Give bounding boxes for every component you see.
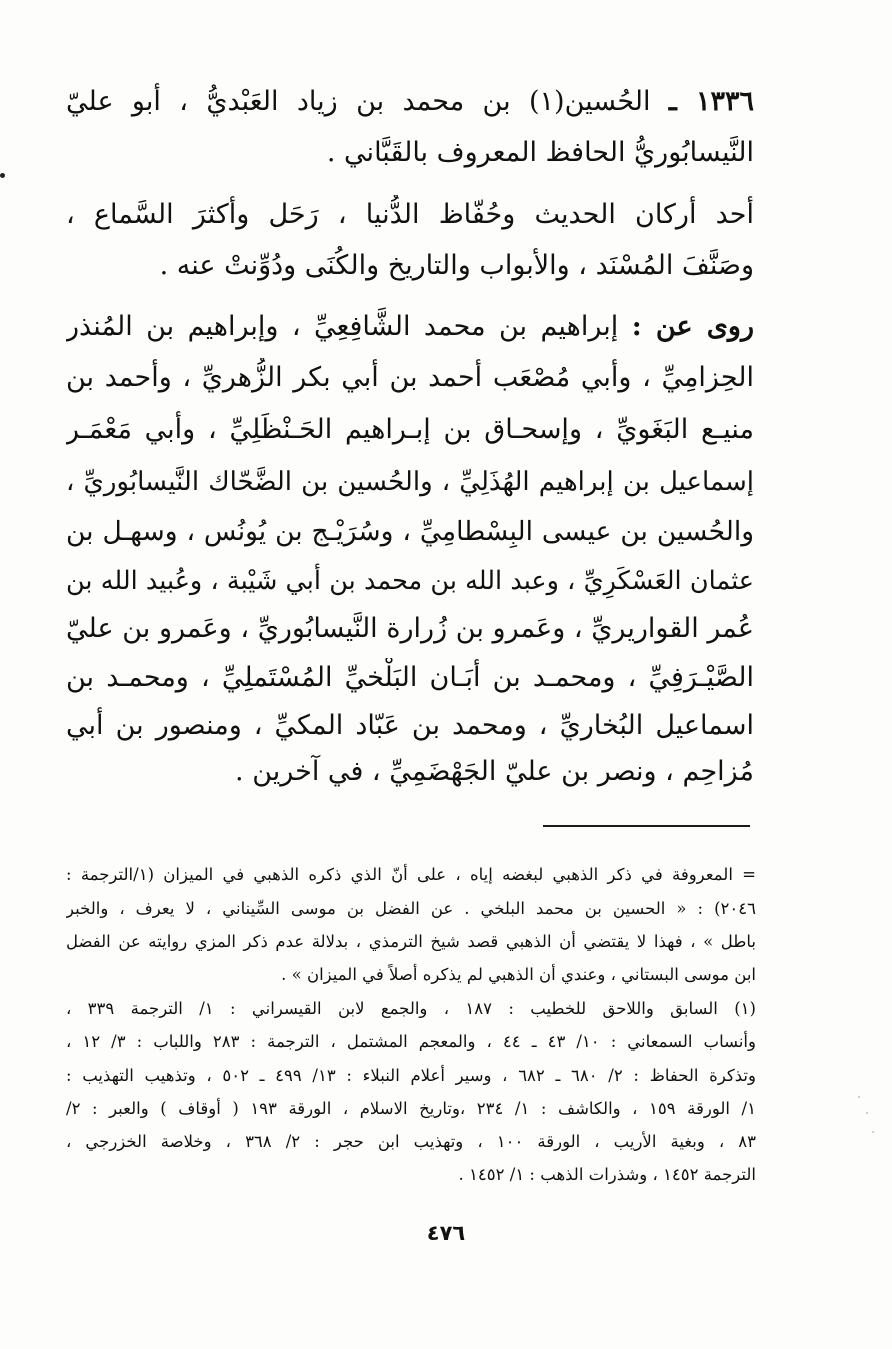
narrators-line-1 (66, 307, 754, 351)
scan-speck (866, 1112, 868, 1114)
narrators-line: والحُسين بن عيسى البِسْطامِيِّ ، وسُرَيْـج بن يُونُس ، وسهـل بن (66, 516, 754, 547)
footnote-1-line: (١) السابق واللاحق للخطيب : ١٨٧ ، والجمع لابن القيسراني : ١/ الترجمة ٣٣٩ ، (66, 999, 756, 1018)
entry-heading-line-1 (66, 82, 754, 126)
scan-speck (872, 1131, 874, 1133)
footnote-continuation-line: ٢٠٤٦) : « الحسين بن محمد البلخي . عن الفضل بن موسى السِّيناني ، لا يعرف ، والخبر (66, 899, 756, 918)
description-line-1: أحد أركان الحديث وحُفّاظ الدُّنيا ، رَحَل وأكثرَ السَّماع ، (66, 199, 754, 230)
scan-speck (858, 1096, 860, 1098)
margin-mark (0, 173, 5, 178)
entry-heading-text: الحُسين(١) بن محمد بن زياد العَبْديُّ ، أبو عليّ (66, 86, 651, 117)
page-number: ٤٧٦ (426, 1221, 466, 1245)
narrators-line: عُمر القواريريِّ ، وعَمرو بن زُرارة النَّيسابُوريِّ ، وعَمرو بن عليّ (66, 613, 754, 644)
footnote-1-line: الترجمة ١٤٥٢ ، وشذرات الذهب : ١/ ١٤٥٢ . (458, 1165, 756, 1184)
description-line-2: وصَنَّفَ المُسْنَد ، والأبواب والتاريخ والكُنَى ودُوِّنتْ عنه . (159, 250, 754, 281)
entry-heading-line-2: النَّيسابُوريُّ الحافظ المعروف بالقَبَّاني . (326, 137, 754, 168)
entry-number: ١٣٣٦ ـ (668, 86, 754, 117)
footnote-1-line: وأنساب السمعاني : ١٠/ ٤٣ ـ ٤٤ ، والمعجم المشتمل ، الترجمة : ٢٨٣ واللباب : ٣/ ١٢ ، (66, 1032, 756, 1051)
footnote-continuation-line: ابن موسى البستاني ، وعندي أن الذهبي لم يذكره أصلاً في الميزان » . (281, 965, 756, 984)
footnote-1-line: ٨٣ ، وبغية الأريب ، الورقة ١٠٠ ، وتهذيب ابن حجر : ٢/ ٣٦٨ ، وخلاصة الخزرجي ، (66, 1132, 756, 1151)
footnote-1-line: ١/ الورقة ١٥٩ ، والكاشف : ١/ ٢٣٤ ،وتاريخ الاسلام ، الورقة ١٩٣ ( أوقاف ) والعبر : ٢/ (66, 1099, 756, 1118)
narrators-first-text: إبراهيم بن محمد الشَّافِعِيِّ ، وإبراهيم بن المُنذر (66, 311, 619, 342)
footnote-1-line: وتذكرة الحفاظ : ٢/ ٦٨٠ ـ ٦٨٢ ، وسير أعلام النبلاء : ١٣/ ٤٩٩ ـ ٥٠٢ ، وتذهيب التهذيب : (66, 1066, 756, 1085)
narrators-line: عثمان العَسْكَرِيِّ ، وعبد الله بن محمد بن أبي شَيْبة ، وعُبيد الله بن (66, 566, 754, 596)
footnote-continuation-line: = المعروفة في ذكر الذهبي لبغضه إياه ، على أنّ الذي ذكره الذهبي في الميزان (١/الترجمة : (66, 865, 756, 884)
narrators-line: الصَّيْـرَفِيِّ ، ومحمـد بن أَبَـان البَلْخيِّ المُسْتَملِيِّ ، ومحمـد بن (66, 662, 754, 693)
narrators-line: إسماعيل بن إبراهيم الهُذَلِيِّ ، والحُسين بن الضَّحّاك النَّيسابُوريِّ ، (66, 467, 754, 497)
footnote-continuation-line: باطل » ، فهذا لا يقتضي أن الذهبي قصد شيخ الترمذي ، بدلالة عدم ذكر المزي روايته عن الفضل (66, 932, 756, 951)
narrators-label: روى عن : (631, 311, 754, 342)
narrators-line: الحِزامِيِّ ، وأبي مُصْعَب أحمد بن أبي بكر الزُّهريِّ ، وأحمد بن (66, 362, 754, 393)
narrators-line: اسماعيل البُخاريِّ ، ومحمد بن عَبّاد المكيِّ ، ومنصور بن أبي (66, 710, 754, 741)
narrators-line: مُزاحِم ، ونصر بن عليّ الجَهْضَمِيِّ ، في آخرين . (235, 756, 754, 787)
footnote-separator (543, 825, 750, 827)
narrators-line: منيـع البَغَويِّ ، وإسحـاق بن إبـراهيم الحَـنْظَلِيِّ ، وأبي مَعْمَـر (66, 414, 754, 445)
